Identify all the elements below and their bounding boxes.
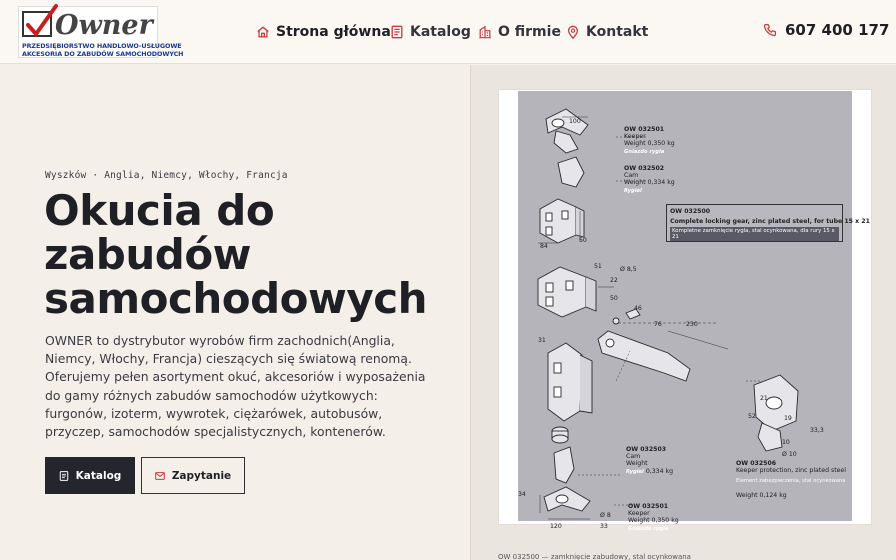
part-box-032500: OW 032500 Complete locking gear, zinc plated steel, for tube 15 x 21 Kompletne zamknięcie rygla, stal ocynkowana, dla rury 15 x 21	[666, 204, 843, 242]
catalog-button-icon	[59, 471, 69, 481]
dim-label: 46	[634, 305, 642, 312]
image-caption: OW 032500 — zamknięcie zabudowy, stal ocynkowana	[498, 553, 691, 560]
building-icon	[478, 25, 492, 39]
part-label-032501-top: OW 032501 Keeper Weight 0,350 kg Gniazdo rygla	[624, 126, 675, 155]
dim-label: 33,3	[810, 427, 824, 434]
dim-label: 19	[784, 415, 792, 422]
inquiry-button-label: Zapytanie	[171, 469, 232, 482]
phone-number: 607 400 177	[785, 21, 890, 39]
owner-logo[interactable]	[18, 6, 184, 58]
nav-item-katalog[interactable]	[390, 22, 471, 42]
dim-label: 33	[600, 523, 608, 530]
dim-label: 21	[760, 395, 768, 402]
logo-tagline-2: AKCESORIA DO ZABUDÓW SAMOCHODOWYCH	[22, 50, 184, 58]
dim-label: 22	[610, 277, 618, 284]
dim-label: 50	[610, 295, 618, 302]
nav-label-firma: O firmie	[498, 24, 561, 40]
home-icon	[256, 25, 270, 39]
dim-label: 52	[748, 413, 756, 420]
nav-label-home: Strona główna	[276, 24, 391, 40]
hero-title-line3: samochodowych	[44, 274, 428, 323]
nav-label-kontakt: Kontakt	[586, 24, 649, 40]
dim-label: 31	[538, 337, 546, 344]
location-pin-icon	[566, 25, 580, 39]
hero-title	[44, 186, 464, 323]
dim-label: 230	[686, 321, 698, 328]
logo-tagline-1: PRZEDSIĘBIORSTWO HANDLOWO-USŁUGOWE	[22, 42, 182, 50]
catalog-button-label: Katalog	[75, 469, 122, 482]
catalog-button[interactable]	[45, 457, 135, 494]
part-label-032502: OW 032502 Cam Weight 0,334 kg Rygiel	[624, 165, 675, 194]
nav-label-katalog: Katalog	[410, 24, 471, 40]
site-header	[0, 0, 896, 64]
phone-link[interactable]	[763, 21, 889, 39]
mail-icon	[155, 471, 165, 481]
dim-label: 51	[594, 263, 602, 270]
dim-label: 50	[579, 237, 587, 244]
dim-label: Ø 8	[600, 512, 611, 519]
dim-label: 120	[550, 523, 562, 530]
hero-title-line1: Okucia do	[44, 186, 275, 235]
hero-description: OWNER to dystrybutor wyrobów firm zachodnich(Anglia, Niemcy, Włochy, Francja) cieszących się światową renomą. Oferujemy pełen asortyment okuć, akcesoriów i wyposażenia do gamy różnych zabudów samochodów użytkowych: furgonów, izoterm, wywrotek, ciężarówek, autobusów, przyczep, samochodów specjalistycznych, kontenerów.	[45, 333, 426, 440]
dim-label: 34	[518, 491, 526, 498]
part-label-032506: OW 032506 Keeper protection, zinc plated steel Element zabezpieczenia, stal ocynkowana Weight 0,124 kg	[736, 460, 846, 499]
dim-label: Ø 10	[782, 451, 797, 458]
hero-breadcrumb: Wyszków · Anglia, Niemcy, Włochy, Francja	[45, 170, 288, 181]
technical-drawing	[518, 91, 870, 532]
dim-label: 100	[569, 118, 581, 125]
nav-item-firma[interactable]	[478, 22, 561, 42]
nav-item-home[interactable]	[256, 22, 391, 42]
product-image-card[interactable]	[498, 89, 872, 532]
hero-section	[0, 65, 470, 560]
dim-label: 76	[654, 321, 662, 328]
part-label-032503: OW 032503 Cam Weight Rygiel 0,334 kg	[626, 446, 674, 475]
dim-label: 84	[540, 243, 548, 250]
phone-icon	[763, 23, 777, 37]
dim-label: 10	[782, 439, 790, 446]
inquiry-button[interactable]	[141, 457, 245, 494]
catalog-icon	[390, 25, 404, 39]
hero-title-line2: zabudów	[44, 230, 251, 279]
nav-item-kontakt[interactable]	[566, 22, 648, 42]
logo-wordmark: Owner	[55, 10, 153, 41]
part-label-032501-bottom: OW 032501 Keeper Weight 0,350 kg Gniazdo rygla	[628, 503, 679, 532]
product-image-panel	[470, 65, 896, 560]
checkmark-logo-icon	[22, 11, 52, 37]
dim-label: Ø 8,5	[620, 266, 637, 273]
drawing-illustration	[518, 91, 852, 521]
